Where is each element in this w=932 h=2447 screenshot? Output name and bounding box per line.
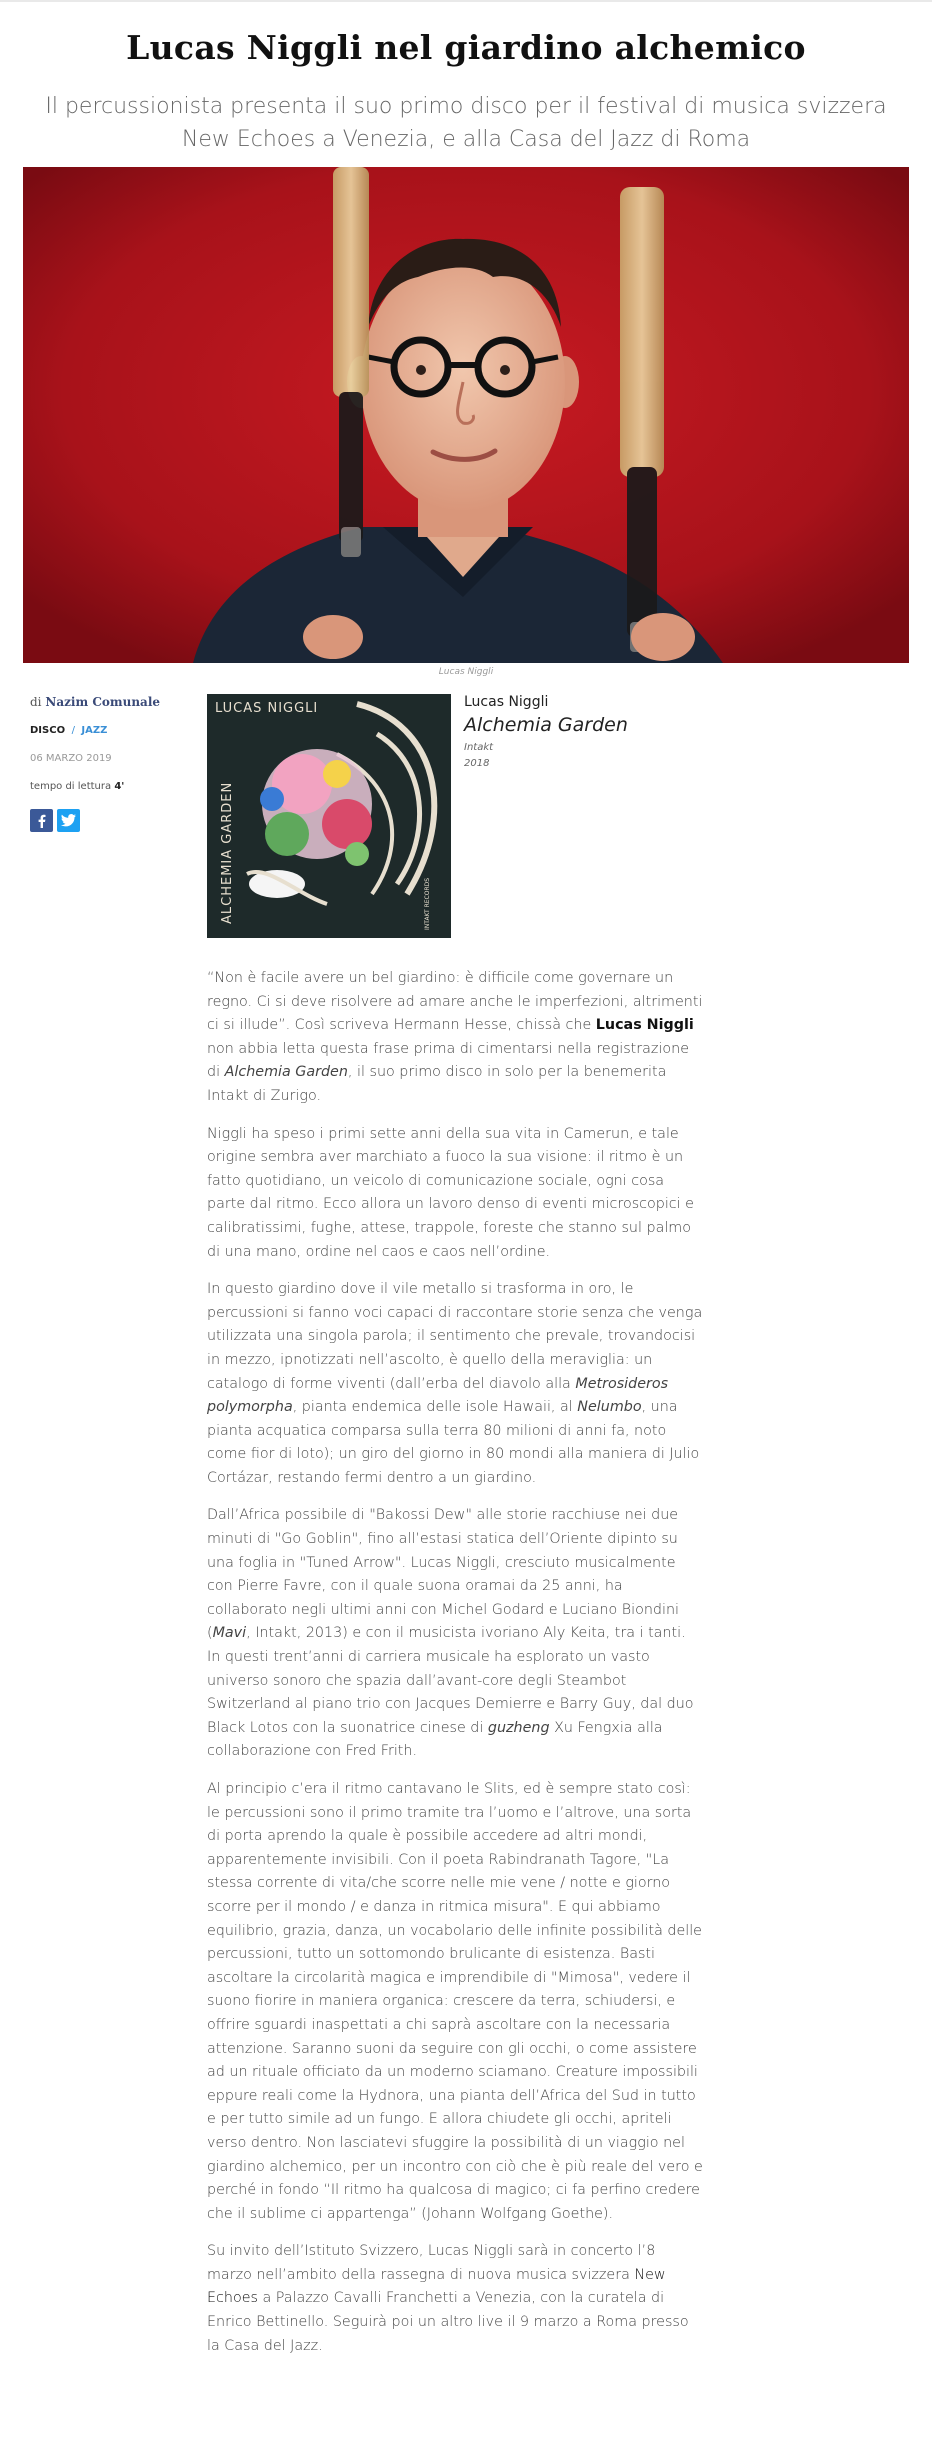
page-title: Lucas Niggli nel giardino alchemico [126, 28, 806, 67]
twitter-share-button[interactable] [57, 809, 80, 832]
twitter-icon [61, 814, 76, 827]
author-link[interactable]: Nazim Comunale [45, 695, 161, 709]
genre-link[interactable]: JAZZ [81, 725, 108, 736]
article-paragraph: In questo giardino dove il vile metallo si trasforma in oro, le percussioni si fanno voci capaci di raccontare storie senza che venga utilizzata una singola parola; il sentimento che prevale, trovandocisi in mezzo, ipnotizzati nell’ascolto, è quello della meraviglia: un catalogo di forme viventi (dall’erba del diavolo alla Metrosideros polymorpha, pianta endemica delle isole Hawaii, al Nelumbo, una pianta acquatica comparsa sulla terra 80 milioni di anni fa, noto come fior di loto); un giro del giorno in 80 mondi alla maniera di Julio Cortázar, restando fermi dentro a un giardino. [207, 1281, 703, 1486]
artist-name-bold: Lucas Niggli [595, 1017, 694, 1034]
cover-artist: LUCAS NIGGLI [215, 701, 319, 716]
reading-value: 4' [114, 781, 125, 792]
reading-prefix: tempo di lettura [30, 781, 112, 792]
category-separator: / [71, 725, 75, 736]
page-subtitle: Il percussionista presenta il suo primo disco per il festival di musica svizzera New Echoes a Venezia, e alla Casa del Jazz di Roma [45, 94, 887, 152]
publish-date: 06 MARZO 2019 [30, 753, 112, 764]
hero-image [23, 167, 909, 663]
category-line [30, 725, 180, 743]
author-line [30, 695, 180, 715]
hero-caption: Lucas Niggli [438, 667, 494, 677]
article-paragraph: Su invito dell’Istituto Svizzero, Lucas Niggli sarà in concerto l’8 marzo nell’ambito della rassegna di nuova musica svizzera New Echoes a Palazzo Cavalli Franchetti a Venezia, con la curatela di Enrico Bettinello. Seguirà poi un altro live il 9 marzo a Roma presso la Casa del Jazz. [207, 2243, 689, 2354]
album-cover [207, 694, 451, 938]
cover-label: INTAKT RECORDS [424, 877, 431, 930]
article-paragraph: “Non è facile avere un bel giardino: è difficile come governare un regno. Ci si deve risolvere ad amare anche le imperfezioni, altrimenti ci si illude”. Così scriveva Hermann Hesse, chissà che Lucas Niggli non abbia letta questa frase prima di cimentarsi nella registrazione di Alchemia Garden, il suo primo disco in solo per la benemerita Intakt di Zurigo. [207, 970, 703, 1104]
album-title: Alchemia Garden [464, 714, 628, 736]
cover-title: ALCHEMIA GARDEN [220, 781, 235, 924]
album-info [464, 694, 764, 769]
new-echoes-link[interactable]: New Echoes [207, 2266, 666, 2307]
album-year: 2018 [464, 758, 490, 769]
facebook-icon [35, 814, 49, 828]
reading-time [30, 781, 180, 799]
facebook-share-button[interactable] [30, 809, 53, 832]
article-paragraph: Al principio c’era il ritmo cantavano le Slits, ed è sempre stato così: le percussioni sono il primo tramite tra l’uomo e l’altrove, una sorta di porta aprendo la quale è possibile accedere ad altri mondi, apparentemente invisibili. Con il poeta Rabindranath Tagore, "La stessa corrente di vita/che scorre nelle mie vene / notte e giorno scorre per il mondo / e danza in ritmica misura". E qui abbiamo equilibrio, grazia, danza, un vocabolario delle infinite possibilità delle percussioni, tutto un sottomondo brulicante di esistenza. Basti ascoltare la circolarità magica e imprendibile di "Mimosa", vedere il suono fiorire in maniera organica: crescere da terra, schiudersi, e offrire sguardi inaspettati a chi saprà ascoltare con la necessaria attenzione. Saranno suoni da seguire con gli occhi, o come assistere ad un rituale officiato da un moderno sciamano. Creature impossibili eppure reali come la Hydnora, una pianta dell’Africa del Sud in tutto e per tutto simile ad un fungo. E allora chiudete gli occhi, apriteli verso dentro. Non lasciatevi sfuggire la possibilità di un viaggio nel giardino alchemico, per un incontro con ciò che è più reale del vero e perché in fondo “Il ritmo ha qualcosa di magico; ci fa perfino credere che il sublime ci appartenga” (Johann Wolfgang Goethe). [207, 1781, 703, 2222]
article-meta [30, 695, 180, 832]
category-link[interactable]: DISCO [30, 725, 66, 736]
article-body [207, 967, 703, 2372]
album-artist: Lucas Niggli [464, 694, 549, 710]
article-paragraph: Niggli ha speso i primi sette anni della sua vita in Camerun, e tale origine sembra aver marchiato a fuoco la sua visione: il ritmo è un fatto quotidiano, un veicolo di comunicazione sociale, ogni cosa parte dal ritmo. Ecco allora un lavoro denso di eventi microscopici e calibratissimi, fughe, attese, trappole, foreste che stanno sul palmo di una mano, ordine nel caos e caos nell’ordine. [207, 1125, 694, 1260]
author-prefix: di [30, 695, 42, 709]
social-share [30, 809, 180, 832]
article-paragraph: Dall’Africa possibile di "Bakossi Dew" alle storie racchiuse nei due minuti di "Go Goblin", fino all’estasi statica dell’Oriente dipinto su una foglia in "Tuned Arrow". Lucas Niggli, cresciuto musicalmente con Pierre Favre, con il quale suona oramai da 25 anni, ha collaborato negli ultimi anni con Michel Godard e Luciano Biondini (Mavi, Intakt, 2013) e con il musicista ivoriano Aly Keita, tra i tanti. In questi trent’anni di carriera musicale ha esplorato un vasto universo sonoro che spazia dall’avant-core degli Steambot Switzerland al piano trio con Jacques Demierre e Barry Guy, dal duo Black Lotos con la suonatrice cinese di guzheng Xu Fengxia alla collaborazione con Fred Frith. [207, 1507, 694, 1760]
top-divider [0, 0, 932, 2]
album-label: Intakt [464, 742, 494, 753]
